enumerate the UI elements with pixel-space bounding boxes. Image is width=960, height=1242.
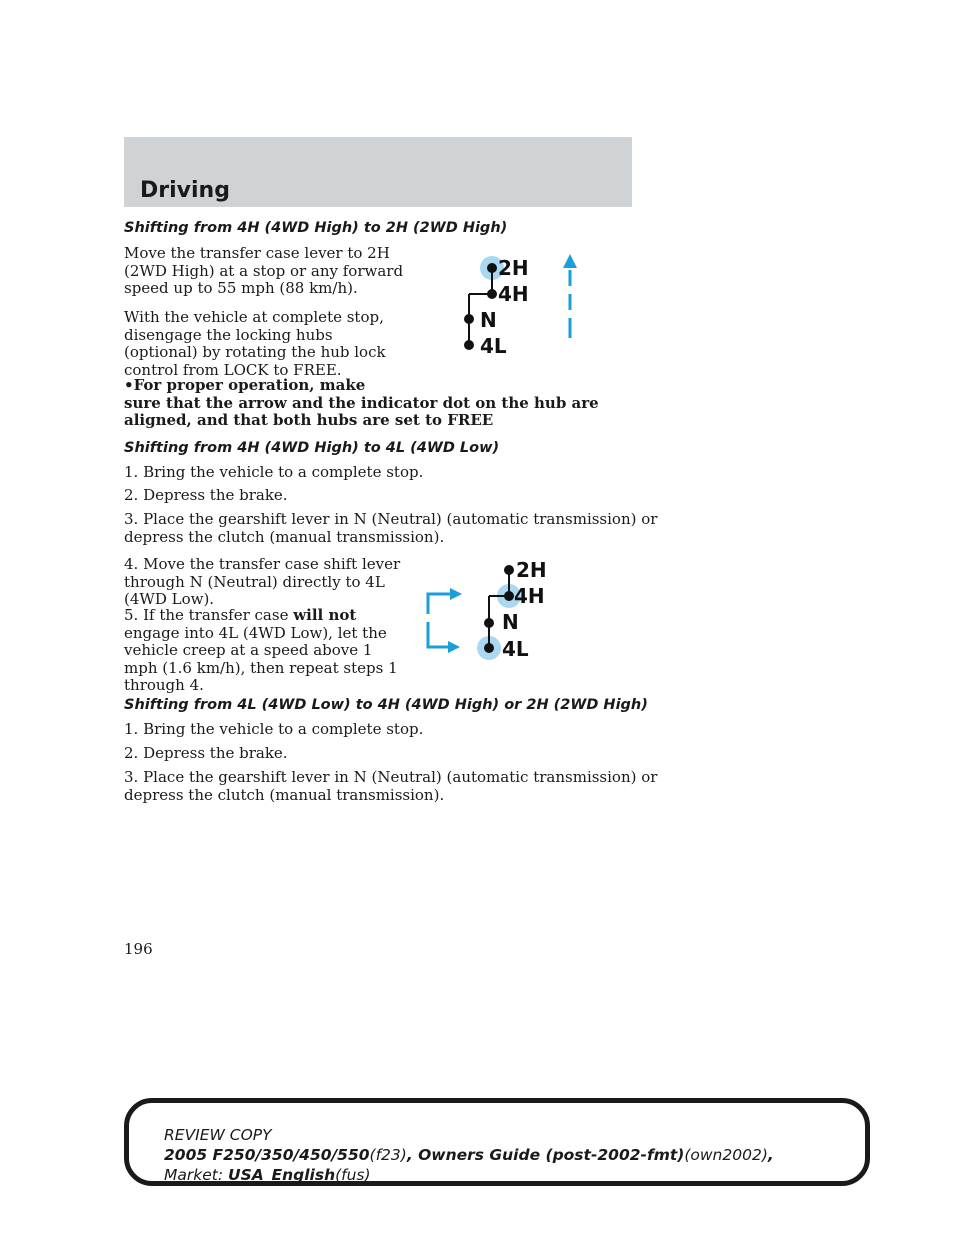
heading-4h-to-4l: Shifting from 4H (4WD High) to 4L (4WD Low) (124, 440, 500, 456)
bullet-proper-operation: •For proper operation, make sure that the arrow and the indicator dot on the hub are aligned, and that both hubs are set to FREE (124, 376, 599, 429)
dot-2h (487, 263, 497, 273)
label-4h: 4H (514, 584, 545, 608)
page-number: 196 (124, 940, 153, 958)
shift-diagram-4h-to-2h (440, 248, 600, 363)
footer-market-line: Market: USA_English(fus) (164, 1166, 371, 1184)
paragraph-move-lever: Move the transfer case lever to 2H (2WD High) at a stop or any forward speed up to 55 mph (88 km/h). (124, 244, 404, 297)
step-1: 1. Bring the vehicle to a complete stop. (124, 720, 424, 738)
dot-4l (464, 340, 474, 350)
dot-4h (504, 591, 514, 601)
shift-diagram-4h-to-4l (420, 552, 580, 667)
dot-4h (487, 289, 497, 299)
step-3: 3. Place the gearshift lever in N (Neutral) (automatic transmission) or depress the clutch (manual transmission). (124, 510, 658, 546)
step-2: 2. Depress the brake. (124, 744, 288, 762)
footer-model-line: 2005 F250/350/450/550(f23), Owners Guide (post-2002-fmt)(own2002), (164, 1146, 774, 1164)
label-n: N (480, 308, 497, 332)
dot-n (484, 618, 494, 628)
heading-4h-to-2h: Shifting from 4H (4WD High) to 2H (2WD High) (124, 220, 508, 236)
footer-review-label: REVIEW COPY (164, 1126, 272, 1144)
shift-path-arrow-icon (428, 588, 462, 653)
dot-n (464, 314, 474, 324)
step-1: 1. Bring the vehicle to a complete stop. (124, 463, 424, 481)
paragraph-disengage-hubs: With the vehicle at complete stop, disengage the locking hubs (optional) by rotating the hub lock control from LOCK to FREE. (124, 308, 386, 379)
label-4h: 4H (498, 282, 529, 306)
step-4: 4. Move the transfer case shift lever through N (Neutral) directly to 4L (4WD Low). (124, 555, 401, 608)
dot-4l (484, 643, 494, 653)
step-2: 2. Depress the brake. (124, 486, 288, 504)
label-4l: 4L (480, 334, 507, 358)
dot-2h (504, 565, 514, 575)
up-arrow-icon (563, 254, 577, 338)
step-3: 3. Place the gearshift lever in N (Neutral) (automatic transmission) or depress the clutch (manual transmission). (124, 768, 658, 804)
section-title: Driving (140, 178, 230, 203)
heading-4l-to-4h-or-2h: Shifting from 4L (4WD Low) to 4H (4WD High) or 2H (2WD High) (124, 697, 648, 713)
step-5: 5. If the transfer case will not engage into 4L (4WD Low), let the vehicle creep at a speed above 1 mph (1.6 km/h), then repeat steps 1 through 4. (124, 606, 398, 694)
label-n: N (502, 610, 519, 634)
label-2h: 2H (516, 558, 547, 582)
label-2h: 2H (498, 256, 529, 280)
bullet-marker: • (124, 376, 134, 394)
label-4l: 4L (502, 637, 529, 661)
